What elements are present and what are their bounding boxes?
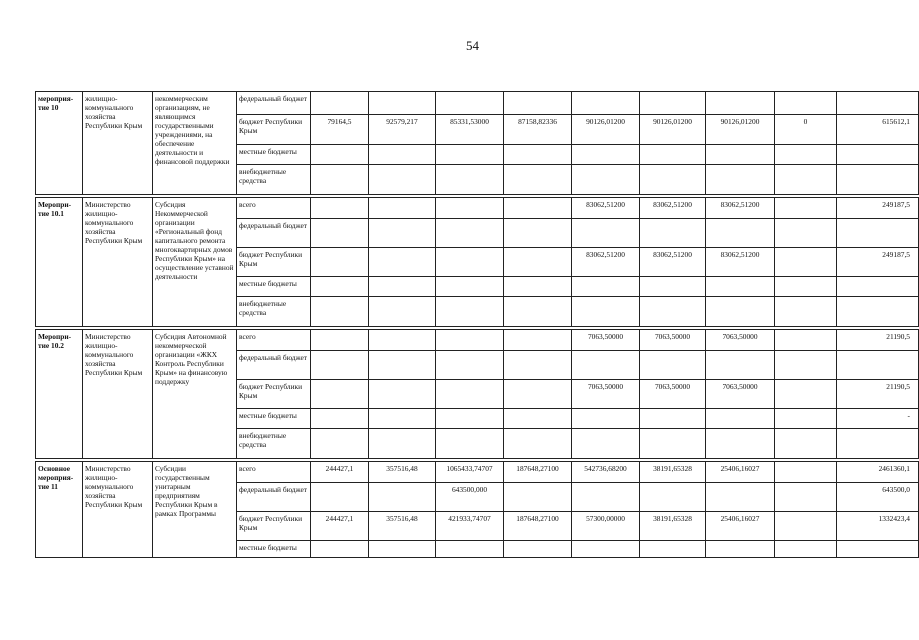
year-value-cell: [504, 277, 572, 297]
year-value-cell: [775, 429, 837, 459]
table-row: [36, 198, 919, 219]
year-value-cell: [640, 483, 706, 512]
table-row: [36, 92, 919, 115]
year-value-cell: 187648,27100: [504, 462, 572, 483]
year-value-cell: 87158,82336: [504, 115, 572, 145]
year-value-cell: 25406,16027: [706, 462, 775, 483]
year-value-cell: [706, 219, 775, 248]
funding-source-cell: федеральный бюджет: [237, 483, 311, 512]
total-value-cell: 643500,0: [837, 483, 919, 512]
executor-cell: жилищно-коммунального хозяйства Республики Крым: [83, 92, 153, 195]
year-value-cell: [706, 541, 775, 558]
funding-source-cell: федеральный бюджет: [237, 351, 311, 380]
year-value-cell: 244427,1: [311, 462, 369, 483]
year-value-cell: [572, 351, 640, 380]
total-value-cell: [837, 429, 919, 459]
description-cell: некоммерческим организациям, не являющимся государственными учреждениями, на обеспечение деятельности и финансовой поддержки: [153, 92, 237, 195]
year-value-cell: [436, 277, 504, 297]
year-value-cell: [775, 330, 837, 351]
year-value-cell: [775, 219, 837, 248]
year-value-cell: 85331,53000: [436, 115, 504, 145]
year-value-cell: [311, 409, 369, 429]
year-value-cell: [504, 483, 572, 512]
year-value-cell: 38191,65328: [640, 462, 706, 483]
description-cell: Субсидии государственным унитарным предприятиям Республики Крым в рамках Программы: [153, 462, 237, 558]
year-value-cell: [436, 198, 504, 219]
page-number: 54: [466, 38, 479, 53]
year-value-cell: [369, 351, 436, 380]
measure-name-cell: мероприя-тие 10: [36, 92, 83, 195]
year-value-cell: [504, 145, 572, 165]
year-value-cell: [436, 409, 504, 429]
year-value-cell: [706, 277, 775, 297]
year-value-cell: 79164,5: [311, 115, 369, 145]
table-row: [36, 330, 919, 351]
year-value-cell: 542736,68200: [572, 462, 640, 483]
total-value-cell: [837, 219, 919, 248]
year-value-cell: [775, 165, 837, 195]
year-value-cell: [436, 330, 504, 351]
year-value-cell: 643500,000: [436, 483, 504, 512]
year-value-cell: 7063,50000: [706, 380, 775, 409]
year-value-cell: 90126,01200: [572, 115, 640, 145]
year-value-cell: 1065433,74707: [436, 462, 504, 483]
funding-source-cell: бюджет Республики Крым: [237, 115, 311, 145]
year-value-cell: [572, 145, 640, 165]
funding-source-cell: бюджет Республики Крым: [237, 512, 311, 541]
year-value-cell: [504, 92, 572, 115]
year-value-cell: 244427,1: [311, 512, 369, 541]
year-value-cell: [504, 380, 572, 409]
year-value-cell: [572, 277, 640, 297]
total-value-cell: 21190,5: [837, 380, 919, 409]
year-value-cell: 357516,48: [369, 462, 436, 483]
year-value-cell: 7063,50000: [640, 330, 706, 351]
funding-source-cell: федеральный бюджет: [237, 219, 311, 248]
measure-name-cell: Меропри-тие 10.1: [36, 198, 83, 327]
year-value-cell: [311, 92, 369, 115]
year-value-cell: 7063,50000: [706, 330, 775, 351]
funding-source-cell: всего: [237, 330, 311, 351]
year-value-cell: [504, 297, 572, 327]
total-value-cell: 21190,5: [837, 330, 919, 351]
year-value-cell: [775, 198, 837, 219]
funding-source-cell: местные бюджеты: [237, 409, 311, 429]
year-value-cell: [369, 277, 436, 297]
year-value-cell: [369, 165, 436, 195]
year-value-cell: [311, 277, 369, 297]
total-value-cell: 249187,5: [837, 198, 919, 219]
measure-name-cell: Основное мероприя-тие 11: [36, 462, 83, 558]
year-value-cell: 357516,48: [369, 512, 436, 541]
year-value-cell: [775, 248, 837, 277]
year-value-cell: [369, 198, 436, 219]
year-value-cell: [436, 541, 504, 558]
description-cell: Субсидия Некоммерческой организации «Региональный фонд капитального ремонта многоквартирных домов Республики Крым» на осуществление уставной деятельности: [153, 198, 237, 327]
year-value-cell: [572, 92, 640, 115]
year-value-cell: [369, 330, 436, 351]
year-value-cell: [640, 219, 706, 248]
total-value-cell: [837, 145, 919, 165]
funding-source-cell: всего: [237, 198, 311, 219]
year-value-cell: 92579,217: [369, 115, 436, 145]
funding-source-cell: внебюджетные средства: [237, 429, 311, 459]
year-value-cell: [504, 351, 572, 380]
year-value-cell: [640, 277, 706, 297]
year-value-cell: 7063,50000: [572, 330, 640, 351]
year-value-cell: 83062,51200: [706, 248, 775, 277]
year-value-cell: [311, 429, 369, 459]
year-value-cell: [311, 330, 369, 351]
funding-source-cell: местные бюджеты: [237, 145, 311, 165]
year-value-cell: [706, 145, 775, 165]
total-value-cell: [837, 165, 919, 195]
year-value-cell: 7063,50000: [640, 380, 706, 409]
year-value-cell: 83062,51200: [640, 248, 706, 277]
year-value-cell: [775, 92, 837, 115]
year-value-cell: [504, 409, 572, 429]
year-value-cell: [311, 248, 369, 277]
total-value-cell: 2461360,1: [837, 462, 919, 483]
year-value-cell: 187648,27100: [504, 512, 572, 541]
year-value-cell: [311, 198, 369, 219]
year-value-cell: [775, 351, 837, 380]
year-value-cell: [369, 429, 436, 459]
year-value-cell: 7063,50000: [572, 380, 640, 409]
year-value-cell: 83062,51200: [572, 198, 640, 219]
year-value-cell: [572, 219, 640, 248]
year-value-cell: [311, 297, 369, 327]
table-row: [36, 462, 919, 483]
year-value-cell: [706, 351, 775, 380]
year-value-cell: [436, 351, 504, 380]
year-value-cell: [436, 145, 504, 165]
year-value-cell: [775, 462, 837, 483]
year-value-cell: [369, 248, 436, 277]
year-value-cell: 83062,51200: [572, 248, 640, 277]
year-value-cell: 38191,65328: [640, 512, 706, 541]
year-value-cell: [706, 409, 775, 429]
funding-source-cell: бюджет Республики Крым: [237, 380, 311, 409]
year-value-cell: [775, 380, 837, 409]
total-value-cell: -: [837, 409, 919, 429]
year-value-cell: [311, 219, 369, 248]
total-value-cell: 615612,1: [837, 115, 919, 145]
year-value-cell: [436, 297, 504, 327]
executor-cell: Министерство жилищно-коммунального хозяйства Республики Крым: [83, 198, 153, 327]
year-value-cell: [504, 330, 572, 351]
year-value-cell: [775, 409, 837, 429]
year-value-cell: 0: [775, 115, 837, 145]
year-value-cell: [775, 512, 837, 541]
year-value-cell: [775, 277, 837, 297]
total-value-cell: [837, 277, 919, 297]
year-value-cell: [775, 297, 837, 327]
year-value-cell: [640, 165, 706, 195]
year-value-cell: [311, 351, 369, 380]
funding-source-cell: внебюджетные средства: [237, 165, 311, 195]
year-value-cell: [311, 145, 369, 165]
year-value-cell: [572, 429, 640, 459]
year-value-cell: [572, 483, 640, 512]
year-value-cell: [311, 541, 369, 558]
year-value-cell: 57300,00000: [572, 512, 640, 541]
year-value-cell: [640, 351, 706, 380]
year-value-cell: 90126,01200: [640, 115, 706, 145]
year-value-cell: [706, 429, 775, 459]
year-value-cell: [311, 483, 369, 512]
year-value-cell: [311, 165, 369, 195]
year-value-cell: [504, 248, 572, 277]
year-value-cell: [369, 92, 436, 115]
year-value-cell: 421933,74707: [436, 512, 504, 541]
year-value-cell: [572, 541, 640, 558]
year-value-cell: 25406,16027: [706, 512, 775, 541]
year-value-cell: [369, 483, 436, 512]
funding-source-cell: внебюджетные средства: [237, 297, 311, 327]
total-value-cell: [837, 92, 919, 115]
year-value-cell: [706, 297, 775, 327]
year-value-cell: [504, 219, 572, 248]
funding-source-cell: бюджет Республики Крым: [237, 248, 311, 277]
year-value-cell: [436, 429, 504, 459]
year-value-cell: [504, 541, 572, 558]
budget-table: [35, 91, 919, 558]
funding-source-cell: местные бюджеты: [237, 277, 311, 297]
year-value-cell: [775, 145, 837, 165]
year-value-cell: [706, 92, 775, 115]
year-value-cell: [706, 165, 775, 195]
year-value-cell: [640, 409, 706, 429]
year-value-cell: [369, 145, 436, 165]
year-value-cell: [436, 165, 504, 195]
year-value-cell: [436, 248, 504, 277]
year-value-cell: 90126,01200: [706, 115, 775, 145]
year-value-cell: [504, 429, 572, 459]
year-value-cell: [369, 297, 436, 327]
funding-source-cell: местные бюджеты: [237, 541, 311, 558]
description-cell: Субсидия Автономной некоммерческой организации «ЖКХ Контроль Республики Крым» на финансовую поддержку: [153, 330, 237, 459]
year-value-cell: [436, 380, 504, 409]
year-value-cell: [640, 92, 706, 115]
measure-name-cell: Меропри-тие 10.2: [36, 330, 83, 459]
year-value-cell: [369, 380, 436, 409]
total-value-cell: 1332423,4: [837, 512, 919, 541]
year-value-cell: [369, 219, 436, 248]
year-value-cell: [436, 219, 504, 248]
year-value-cell: [504, 198, 572, 219]
year-value-cell: [369, 541, 436, 558]
year-value-cell: [369, 409, 436, 429]
year-value-cell: [775, 541, 837, 558]
funding-source-cell: всего: [237, 462, 311, 483]
year-value-cell: [572, 165, 640, 195]
year-value-cell: [311, 380, 369, 409]
year-value-cell: [775, 483, 837, 512]
year-value-cell: 83062,51200: [640, 198, 706, 219]
year-value-cell: [504, 165, 572, 195]
year-value-cell: [640, 429, 706, 459]
executor-cell: Министерство жилищно-коммунального хозяйства Республики Крым: [83, 462, 153, 558]
year-value-cell: [640, 145, 706, 165]
year-value-cell: [640, 297, 706, 327]
year-value-cell: [572, 297, 640, 327]
total-value-cell: [837, 297, 919, 327]
year-value-cell: [640, 541, 706, 558]
funding-source-cell: федеральный бюджет: [237, 92, 311, 115]
year-value-cell: [436, 92, 504, 115]
total-value-cell: 249187,5: [837, 248, 919, 277]
year-value-cell: [572, 409, 640, 429]
executor-cell: Министерство жилищно-коммунального хозяйства Республики Крым: [83, 330, 153, 459]
total-value-cell: [837, 351, 919, 380]
total-value-cell: [837, 541, 919, 558]
year-value-cell: 83062,51200: [706, 198, 775, 219]
year-value-cell: [706, 483, 775, 512]
